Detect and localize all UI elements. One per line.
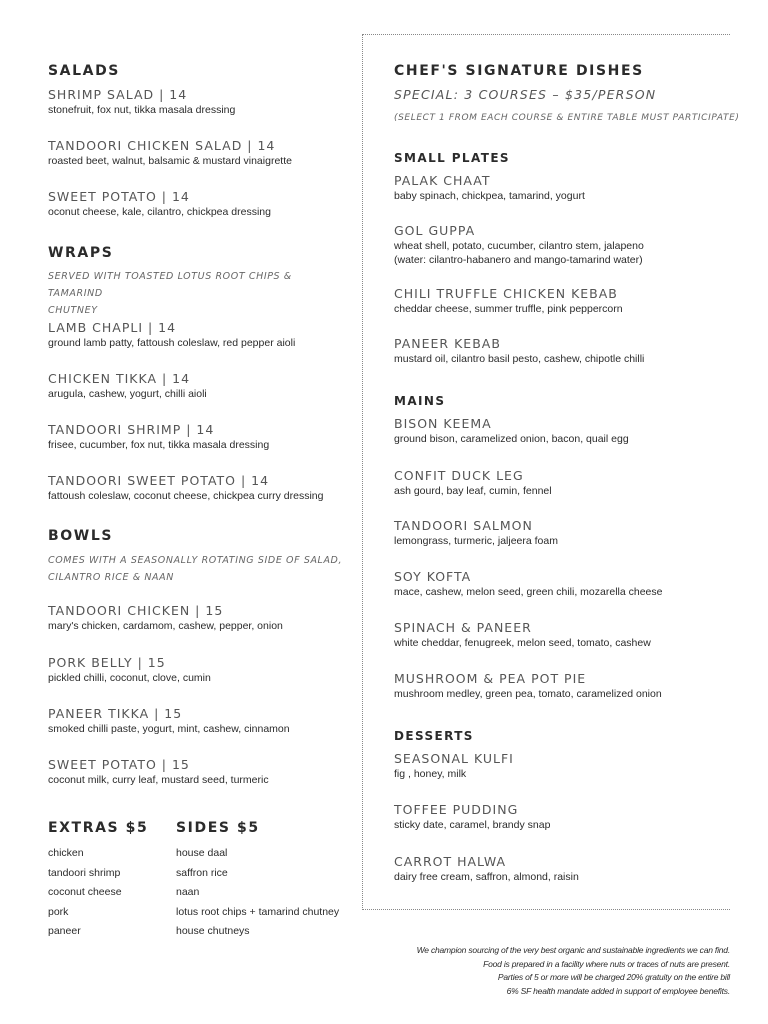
menu-item xyxy=(394,416,629,445)
item-name: TANDOORI SWEET POTATO | 14 xyxy=(48,473,270,488)
menu-item xyxy=(394,620,651,649)
menu-item xyxy=(48,138,292,167)
special-offer: SPECIAL: 3 COURSES – $35/PERSON xyxy=(394,87,657,102)
footer-line: 6% SF health mandate added in support of employee benefits. xyxy=(506,985,730,996)
list-item: paneer xyxy=(48,925,81,937)
item-desc: smoked chilli paste, yogurt, mint, cashew, cinnamon xyxy=(48,723,290,735)
item-name: TANDOORI CHICKEN | 15 xyxy=(48,603,224,618)
item-name: CARROT HALWA xyxy=(394,854,507,869)
note-line: CILANTRO RICE & NAAN xyxy=(48,572,174,583)
item-desc: lemongrass, turmeric, jaljeera foam xyxy=(394,535,558,547)
item-desc: arugula, cashew, yogurt, chilli aioli xyxy=(48,388,207,400)
menu-item xyxy=(48,473,323,502)
item-name: SWEET POTATO | 14 xyxy=(48,189,190,204)
menu-item xyxy=(48,603,283,632)
menu-item xyxy=(394,173,585,202)
menu-item xyxy=(394,569,662,598)
note-line: SERVED WITH TOASTED LOTUS ROOT CHIPS & TAMARIND xyxy=(48,271,292,299)
section-title-bowls: BOWLS xyxy=(48,528,114,544)
menu-item xyxy=(394,223,644,266)
special-note: (SELECT 1 FROM EACH COURSE & ENTIRE TABLE MUST PARTICIPATE) xyxy=(394,113,740,123)
menu-item xyxy=(394,854,579,883)
extras-list xyxy=(48,844,122,942)
item-name: CHICKEN TIKKA | 14 xyxy=(48,371,191,386)
item-name: CONFIT DUCK LEG xyxy=(394,468,524,483)
list-item: lotus root chips + tamarind chutney xyxy=(176,905,340,918)
list-item: naan xyxy=(176,886,200,898)
item-name: PANEER TIKKA | 15 xyxy=(48,706,183,721)
footer-line: Parties of 5 or more will be charged 20% gratuity on the entire bill xyxy=(497,972,730,982)
list-item: saffron rice xyxy=(176,866,228,879)
menu-item xyxy=(394,671,662,700)
section-title-extras: EXTRAS $5 xyxy=(48,820,149,836)
item-desc: (water: cilantro-habanero and mango-tamarind water) xyxy=(394,254,643,266)
item-name: SOY KOFTA xyxy=(394,569,472,584)
section-title-salads: SALADS xyxy=(48,63,120,79)
sides-list xyxy=(176,844,339,942)
item-name: PANEER KEBAB xyxy=(394,336,501,351)
list-item: pork xyxy=(48,905,69,918)
menu-item xyxy=(48,320,295,349)
list-item: tandoori shrimp xyxy=(48,866,121,879)
item-desc: ash gourd, bay leaf, cumin, fennel xyxy=(394,485,552,497)
item-desc: roasted beet, walnut, balsamic & mustard vinaigrette xyxy=(48,155,292,167)
menu-item xyxy=(48,371,207,400)
list-item: coconut cheese xyxy=(48,886,122,898)
item-desc: ground bison, caramelized onion, bacon, quail egg xyxy=(394,433,629,445)
section-title-small-plates: SMALL PLATES xyxy=(394,151,510,165)
section-title-wraps: WRAPS xyxy=(48,245,114,261)
item-desc: white cheddar, fenugreek, melon seed, tomato, cashew xyxy=(394,637,651,649)
section-note-wraps xyxy=(48,268,348,319)
note-line: CHUTNEY xyxy=(48,305,98,316)
menu-item xyxy=(394,751,514,780)
section-title-mains: MAINS xyxy=(394,394,446,408)
item-desc: mustard oil, cilantro basil pesto, cashew, chipotle chilli xyxy=(394,353,645,365)
section-title-sides: SIDES $5 xyxy=(176,820,260,836)
item-name: SWEET POTATO | 15 xyxy=(48,757,190,772)
item-name: TANDOORI SHRIMP | 14 xyxy=(48,422,215,437)
menu-item xyxy=(394,336,644,365)
footer-line: We champion sourcing of the very best organic and sustainable ingredients we can find. xyxy=(416,945,730,955)
item-name: SHRIMP SALAD | 14 xyxy=(48,87,188,102)
item-desc: fattoush coleslaw, coconut cheese, chickpea curry dressing xyxy=(48,490,324,502)
menu-item xyxy=(394,468,552,497)
section-note-bowls xyxy=(48,552,342,586)
item-name: PORK BELLY | 15 xyxy=(48,655,166,670)
item-desc: oconut cheese, kale, cilantro, chickpea dressing xyxy=(48,206,271,218)
item-desc: ground lamb patty, fattoush coleslaw, red pepper aioli xyxy=(48,337,296,349)
item-name: LAMB CHAPLI | 14 xyxy=(48,320,177,335)
menu-item xyxy=(394,802,550,831)
item-desc: sticky date, caramel, brandy snap xyxy=(394,819,551,831)
note-line: COMES WITH A SEASONALLY ROTATING SIDE OF SALAD, xyxy=(48,555,343,566)
item-desc: dairy free cream, saffron, almond, raisin xyxy=(394,871,579,883)
item-name: PALAK CHAAT xyxy=(394,173,491,188)
footer-line: Food is prepared in a facility where nuts or traces of nuts are present. xyxy=(483,958,730,969)
menu-item xyxy=(48,757,269,786)
item-desc: frisee, cucumber, fox nut, tikka masala dressing xyxy=(48,439,270,451)
item-name: SEASONAL KULFI xyxy=(394,751,514,766)
menu-item xyxy=(48,189,271,218)
menu-item xyxy=(48,87,235,116)
item-desc: wheat shell, potato, cucumber, cilantro stem, jalapeno xyxy=(394,240,644,252)
item-name: BISON KEEMA xyxy=(394,416,492,431)
list-item: house chutneys xyxy=(176,925,250,937)
item-desc: pickled chilli, coconut, clove, cumin xyxy=(48,672,211,684)
item-desc: cheddar cheese, summer truffle, pink peppercorn xyxy=(394,303,623,315)
menu-item xyxy=(48,655,211,684)
item-desc: fig , honey, milk xyxy=(394,768,467,780)
item-name: GOL GUPPA xyxy=(394,223,476,238)
item-name: TANDOORI SALMON xyxy=(394,518,533,533)
menu-item xyxy=(48,422,269,451)
item-desc: mary's chicken, cardamom, cashew, pepper, onion xyxy=(48,620,283,632)
list-item: house daal xyxy=(176,847,228,859)
section-title-chef-signature: CHEF'S SIGNATURE DISHES xyxy=(394,63,644,79)
item-name: CHILI TRUFFLE CHICKEN KEBAB xyxy=(394,286,618,301)
item-desc: stonefruit, fox nut, tikka masala dressing xyxy=(48,104,236,116)
footer-notes xyxy=(417,944,730,998)
section-title-desserts: DESSERTS xyxy=(394,729,474,743)
menu-item xyxy=(394,518,558,547)
item-name: TANDOORI CHICKEN SALAD | 14 xyxy=(48,138,276,153)
menu-item xyxy=(394,286,623,315)
menu-item xyxy=(48,706,290,735)
list-item: chicken xyxy=(48,847,84,859)
item-desc: baby spinach, chickpea, tamarind, yogurt xyxy=(394,190,585,202)
item-desc: mace, cashew, melon seed, green chili, mozarella cheese xyxy=(394,586,663,598)
item-name: MUSHROOM & PEA POT PIE xyxy=(394,671,587,686)
item-desc: coconut milk, curry leaf, mustard seed, turmeric xyxy=(48,774,269,786)
item-name: SPINACH & PANEER xyxy=(394,620,532,635)
item-name: TOFFEE PUDDING xyxy=(394,802,519,817)
item-desc: mushroom medley, green pea, tomato, caramelized onion xyxy=(394,688,662,700)
